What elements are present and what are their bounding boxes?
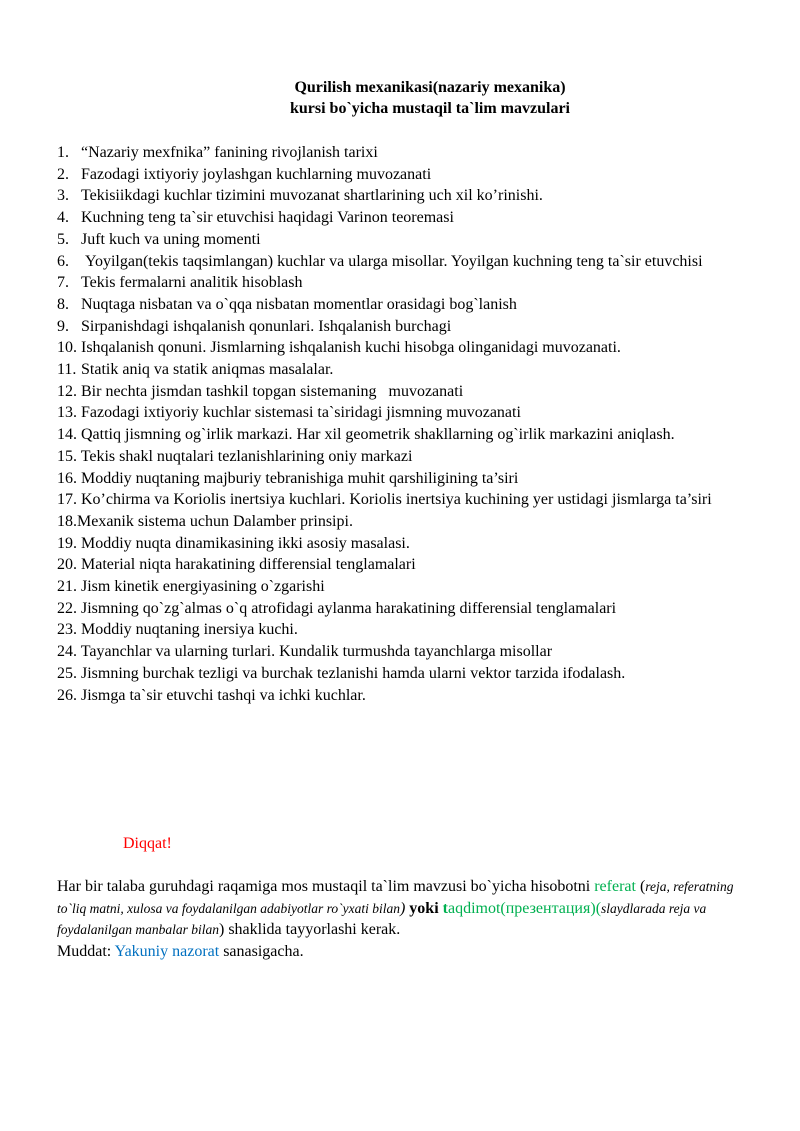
list-item-text: Moddiy nuqta dinamikasining ikki asosiy masalasi. <box>77 534 410 552</box>
list-item-number: 10. <box>57 339 77 357</box>
list-item <box>57 229 747 251</box>
list-item <box>57 316 747 338</box>
list-item-text: “Nazariy mexfnika” fanining rivojlanish tarixi <box>81 144 378 161</box>
list-item <box>57 381 747 403</box>
list-item-text: Statik aniq va statik aniqmas masalalar. <box>81 361 334 379</box>
deadline-line <box>57 941 747 963</box>
paren-close: ) <box>399 899 406 917</box>
list-item-number: 5. <box>57 230 69 248</box>
topic-list <box>57 142 747 706</box>
deadline-value: Yakuniy nazorat <box>114 943 220 961</box>
list-item-number: 9. <box>57 317 69 335</box>
list-item <box>57 272 747 294</box>
list-item-text: Tayanchlar va ularning turlari. Kundalik turmushda tayanchlarga misollar <box>77 643 553 661</box>
document-title <box>60 77 800 119</box>
list-item-number: 16. <box>57 469 77 487</box>
list-item-text: Jismning qo`zg`almas o`q atrofidagi aylanma harakatining differensial tenglamalari <box>77 599 617 617</box>
list-item-text: Tekis shakl nuqtalari tezlanishlarining oniy markazi <box>77 447 413 465</box>
referat-detail: reja, referatning to`liq matni, xulosa va foydalanilgan adabiyotlar ro`yxati bilan <box>57 879 734 916</box>
list-item-number: 19. <box>57 534 77 552</box>
list-item <box>57 294 747 316</box>
list-item-number: 12. <box>57 382 77 400</box>
list-item-number: 2. <box>57 165 69 183</box>
title-line-2: kursi bo`yicha mustaqil ta`lim mavzulari <box>289 100 570 117</box>
list-item-text: Fazodagi ixtiyoriy kuchlar sistemasi ta`siridagi jismning muvozanati <box>81 404 521 422</box>
list-item-text: Moddiy nuqtaning inersiya kuchi. <box>77 621 298 639</box>
list-item <box>57 446 747 468</box>
title-line-1: Qurilish mexanikasi(nazariy mexanika) <box>294 79 566 96</box>
list-item <box>57 554 747 576</box>
list-item-number: 8. <box>57 295 69 313</box>
taqdimot-detail: slaydlarada reja va foydalanilgan manbalar bilan <box>57 900 707 938</box>
list-item-text: Nuqtaga nisbatan va o`qqa nisbatan momentlar orasidagi bog`lanish <box>81 295 517 313</box>
list-item <box>57 142 747 164</box>
list-item-text: Mexanik sistema uchun Dalamber prinsipi. <box>77 512 353 530</box>
list-item <box>57 185 747 207</box>
list-item-text: Tekis fermalarni analitik hisoblash <box>81 274 303 292</box>
list-item <box>57 685 747 707</box>
list-item-text: Fazodagi ixtiyoriy joylashgan kuchlarning muvozanati <box>81 165 432 183</box>
list-item-text: Moddiy nuqtaning majburiy tebranishiga muhit qarshiligining ta’siri <box>77 469 519 487</box>
instructions-ending: ) shaklida tayyorlashi kerak. <box>219 921 401 939</box>
list-item-text: Yoyilgan(tekis taqsimlangan) kuchlar va ularga misollar. Yoyilgan kuchning teng ta`sir etuvchisi <box>81 252 703 270</box>
list-item-text: Sirpanishdagi ishqalanish qonunlari. Ishqalanish burchagi <box>81 317 452 335</box>
list-item <box>57 207 747 229</box>
list-item-number: 1. <box>57 144 69 161</box>
list-item-number: 4. <box>57 209 69 227</box>
list-item-text: Kuchning teng ta`sir etuvchisi haqidagi Varinon teoremasi <box>81 209 454 227</box>
list-item <box>57 619 747 641</box>
list-item <box>57 468 747 490</box>
referat-label: referat <box>594 878 636 895</box>
list-item <box>57 663 747 685</box>
list-item-number: 20. <box>57 556 77 574</box>
list-item-text: Jism kinetik energiyasining o`zgarishi <box>77 578 325 596</box>
list-item-number: 15. <box>57 447 77 465</box>
list-item <box>57 641 747 663</box>
list-item-text: Jismga ta`sir etuvchi tashqi va ichki kuchlar. <box>77 686 366 704</box>
list-item-number: 11. <box>57 361 77 379</box>
list-item-text: Tekisiikdagi kuchlar tizimini muvozanat shartlarining uch xil ko’rinishi. <box>81 187 543 205</box>
taqdimot-label: aqdimot(презентация) <box>447 899 596 917</box>
list-item-number: 23. <box>57 621 77 639</box>
instructions-intro: Har bir talaba guruhdagi raqamiga mos mustaqil ta`lim mavzusi bo`yicha hisobotni <box>57 878 595 895</box>
taqdimot-first-letter: t <box>442 899 448 917</box>
paren-open-2: ( <box>595 899 602 917</box>
instructions-text <box>57 876 747 941</box>
list-item-text: Material niqta harakatining differensial tenglamalari <box>77 556 416 574</box>
list-item-number: 24. <box>57 643 77 661</box>
deadline-label: Muddat: <box>57 943 115 961</box>
list-item <box>57 359 747 381</box>
list-item-text: Ko’chirma va Koriolis inertsiya kuchlari. Koriolis inertsiya kuchining yer ustidagi jismlarga ta’siri <box>77 491 712 509</box>
list-item <box>57 402 747 424</box>
instructions-paragraph <box>57 876 747 963</box>
list-item-text: Jismning burchak tezligi va burchak tezlanishi hamda ularni vektor tarzida ifodalash. <box>77 664 626 682</box>
list-item-number: 26. <box>57 686 77 704</box>
list-item-number: 17. <box>57 491 77 509</box>
paren-open: ( <box>639 878 646 895</box>
list-item-text: Juft kuch va uning momenti <box>81 230 261 248</box>
list-item <box>57 251 747 273</box>
list-item-number: 7. <box>57 274 69 292</box>
list-item <box>57 576 747 598</box>
list-item-number: 22. <box>57 599 77 617</box>
list-item-text: Qattiq jismning og`irlik markazi. Har xil geometrik shakllarning og`irlik markazini aniqlash. <box>81 426 675 444</box>
list-item-text: Ishqalanish qonuni. Jismlarning ishqalanish kuchi hisobga olinganidagi muvozanati. <box>81 339 621 357</box>
list-item-number: 21. <box>57 578 77 596</box>
list-item <box>57 511 747 533</box>
list-item <box>57 424 747 446</box>
list-item <box>57 533 747 555</box>
list-item-number: 6. <box>57 252 69 270</box>
list-item <box>57 164 747 186</box>
list-item-number: 14. <box>57 426 77 444</box>
yoki-word: yoki <box>405 899 443 917</box>
attention-notice: Diqqat! <box>123 835 172 852</box>
list-item-number: 18. <box>57 512 77 530</box>
deadline-suffix: sanasigacha. <box>219 943 304 961</box>
list-item <box>57 489 747 511</box>
list-item-number: 3. <box>57 187 69 205</box>
list-item-text: Bir nechta jismdan tashkil topgan sistemaning muvozanati <box>77 382 464 400</box>
list-item <box>57 337 747 359</box>
list-item <box>57 598 747 620</box>
list-item-number: 25. <box>57 664 77 682</box>
list-item-number: 13. <box>57 404 77 422</box>
